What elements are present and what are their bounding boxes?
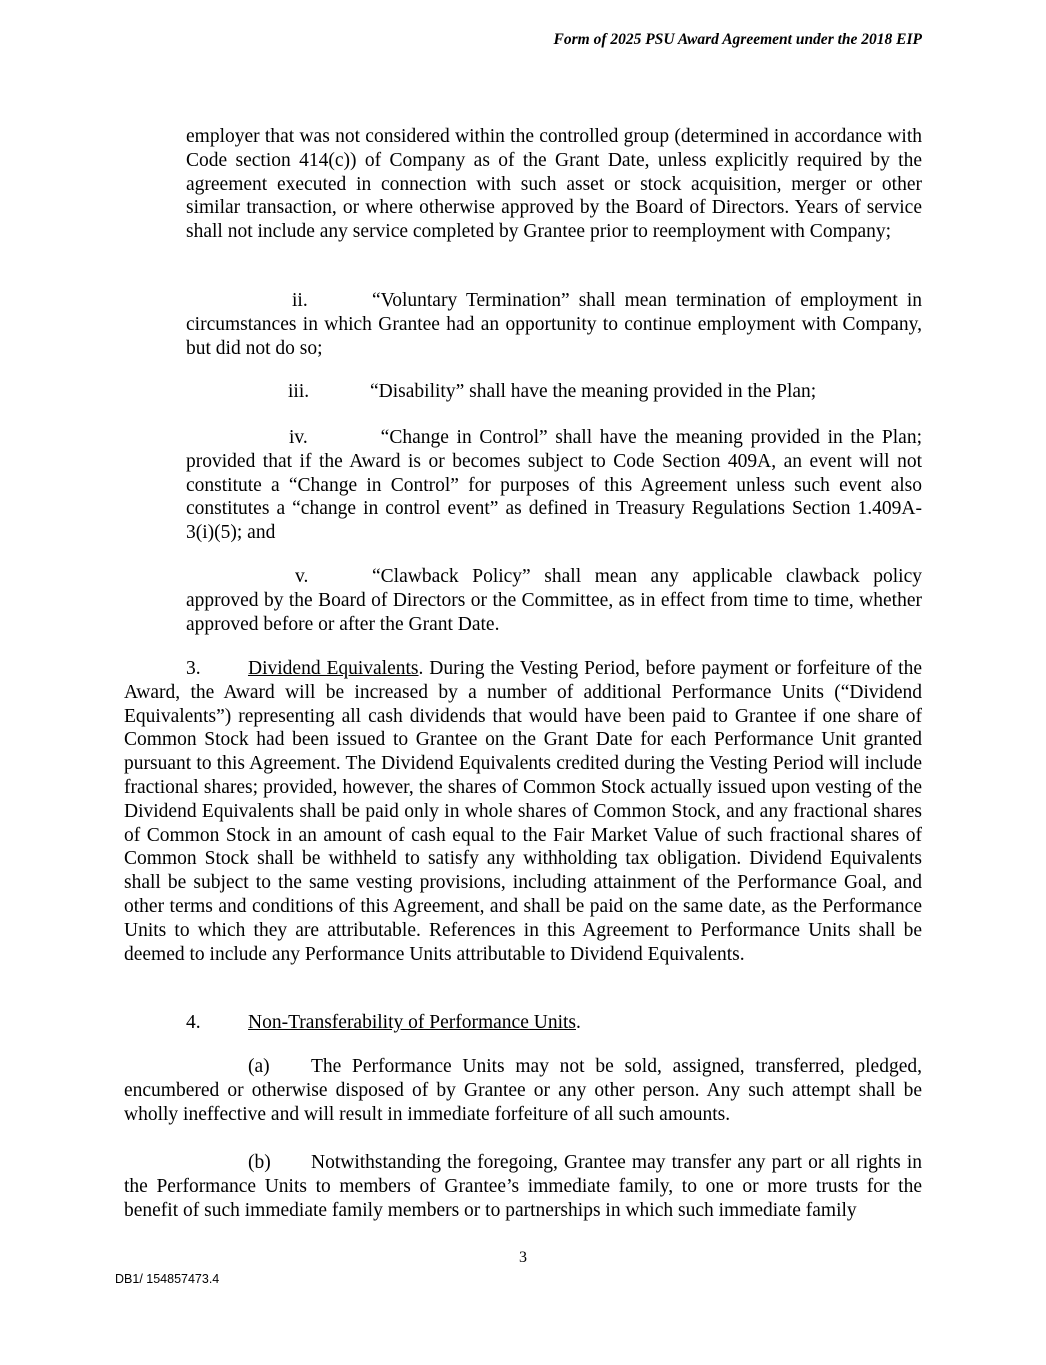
subsection-text: Notwithstanding the foregoing, Grantee may transfer any part or all rights in the Performance Units to members of Grantee’s immediate family, to one or more trusts for the benefit of such immediate family members or to partnerships in which such immediate family	[124, 1152, 922, 1221]
section-4b	[124, 1151, 922, 1222]
subsection-number: (b)	[248, 1152, 271, 1173]
definition-v	[186, 565, 922, 636]
definition-number: ii.	[292, 290, 308, 311]
definition-text: “Voluntary Termination” shall mean termination of employment in circumstances in which Grantee had an opportunity to continue employment with Company, but did not do so;	[186, 290, 922, 359]
definition-number: iv.	[289, 427, 308, 448]
definition-iii	[186, 380, 922, 404]
section-text: . During the Vesting Period, before payment or forfeiture of the Award, the Award will be increased by a number of additional Performance Units (“Dividend Equivalents”) representing all cash dividends that would have been paid to Grantee if one share of Common Stock had been issued to Grantee on the Grant Date for each Performance Unit granted pursuant to this Agreement. The Dividend Equivalents credited during the Vesting Period will include fractional shares; provided, however, the shares of Common Stock actually issued upon vesting of the Dividend Equivalents shall be paid only in whole shares of Common Stock, and any fractional shares of Common Stock in an amount of cash equal to the Fair Market Value of such fractional shares of Common Stock shall be withheld to satisfy any withholding tax obligation. Dividend Equivalents shall be subject to the same vesting provisions, including attainment of the Performance Goal, and other terms and conditions of this Agreement, and shall be paid on the same date, as the Performance Units to which they are attributable. References in this Agreement to Performance Units shall be deemed to include any Performance Units attributable to Dividend Equivalents.	[124, 658, 922, 965]
definition-text: “Change in Control” shall have the meaning provided in the Plan; provided that if the Award is or becomes subject to Code Section 409A, an event will not constitute a “Change in Control” for purposes of this Agreement unless such event also constitutes a “change in control event” as defined in Treasury Regulations Section 1.409A-3(i)(5); and	[186, 427, 922, 544]
section-4	[124, 1011, 922, 1035]
paragraph-continuation	[186, 125, 922, 244]
definition-number: iii.	[288, 381, 310, 402]
section-heading: Dividend Equivalents	[248, 658, 419, 679]
subsection-number: (a)	[248, 1056, 270, 1077]
definition-iv	[186, 426, 922, 545]
document-id: DB1/ 154857473.4	[115, 1272, 220, 1286]
section-heading: Non-Transferability of Performance Units	[248, 1012, 576, 1033]
definition-text: “Disability” shall have the meaning provided in the Plan;	[370, 381, 817, 402]
section-number: 4.	[186, 1012, 201, 1033]
page-header: Form of 2025 PSU Award Agreement under the 2018 EIP	[553, 31, 922, 48]
definition-text: “Clawback Policy” shall mean any applicable clawback policy approved by the Board of Directors or the Committee, as in effect from time to time, whether approved before or after the Grant Date.	[186, 566, 922, 635]
page-number: 3	[519, 1249, 527, 1266]
definition-number: v.	[295, 566, 309, 587]
section-heading-tail: .	[576, 1012, 581, 1033]
section-3	[124, 657, 922, 966]
subsection-text: The Performance Units may not be sold, assigned, transferred, pledged, encumbered or otherwise disposed of by Grantee or any other person. Any such attempt shall be wholly ineffective and will result in immediate forfeiture of all such amounts.	[124, 1056, 922, 1125]
paragraph-text: employer that was not considered within the controlled group (determined in accordance with Code section 414(c)) of Company as of the Grant Date, unless explicitly required by the agreement executed in connection with such asset or stock acquisition, merger or other similar transaction, or where otherwise approved by the Board of Directors. Years of service shall not include any service completed by Grantee prior to reemployment with Company;	[186, 126, 922, 243]
section-number: 3.	[186, 658, 201, 679]
section-4a	[124, 1055, 922, 1126]
definition-ii	[186, 289, 922, 360]
